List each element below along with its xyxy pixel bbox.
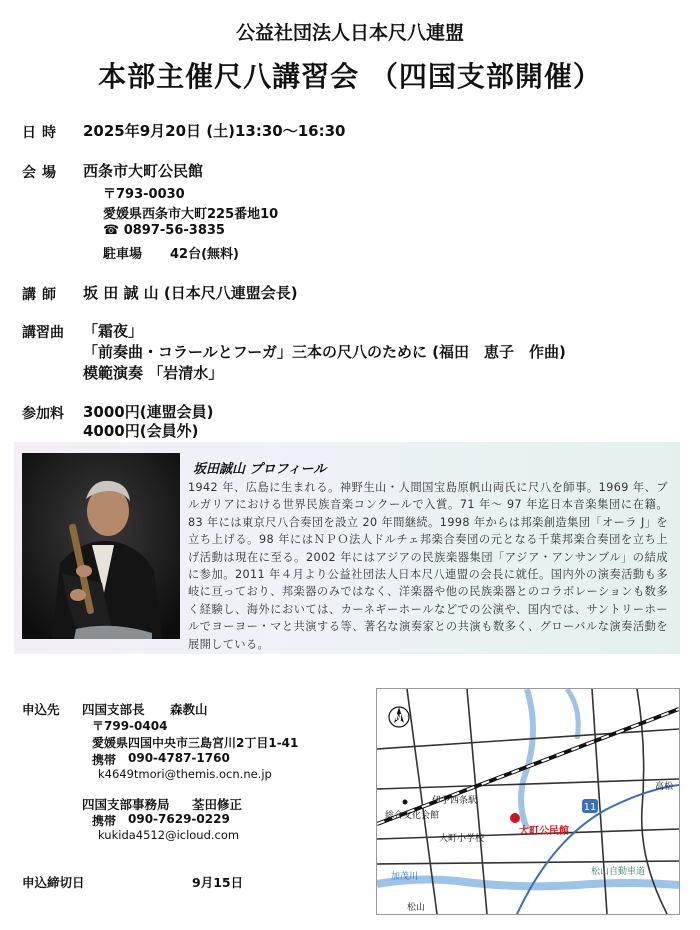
lecturer-photo	[22, 453, 180, 639]
contact1-role: 四国支部長	[82, 702, 145, 717]
map-river-label: 加茂川	[391, 872, 419, 882]
fee-member: 3000円(連盟会員)	[83, 403, 214, 421]
contact2-role: 四国支部事務局	[82, 797, 170, 812]
lecturer-value: 坂 田 誠 山 (日本尺八連盟会長)	[83, 284, 298, 302]
cultural-hall-marker	[403, 800, 408, 805]
map-venue-label: 大町公民館	[519, 826, 569, 837]
map-matsuyama-label: 松山	[407, 903, 426, 913]
profile-panel	[14, 442, 680, 654]
venue-name: 西条市大町公民館	[83, 162, 204, 180]
page-title: 本部主催尺八講習会 （四国支部開催）	[98, 60, 602, 93]
route-number: 11	[583, 802, 597, 813]
profile-title: 坂田誠山 プロフィール	[193, 462, 327, 477]
map-station-label: 伊予西条駅	[432, 796, 478, 806]
contact1-address: 愛媛県四国中央市三島宮川2丁目1-41	[92, 736, 299, 750]
contact1-name: 森教山	[170, 702, 208, 717]
lecturer-label: 講師	[22, 287, 62, 303]
venue-parking-value: 42台(無料)	[170, 247, 239, 262]
datetime-label: 日時	[22, 125, 62, 141]
venue-address: 愛媛県西条市大町225番地10	[103, 207, 279, 222]
map-school-label: 大町小学校	[439, 834, 485, 844]
contact1-mobile: 090-4787-1760	[128, 751, 230, 765]
contact1-postal: 〒799-0404	[92, 719, 168, 733]
contact2-mobile: 090-7629-0229	[128, 812, 230, 826]
pieces-label: 講習曲	[22, 325, 64, 341]
map-cultural-hall-label: 総合文化会館	[385, 811, 440, 821]
deadline-label: 申込締切日	[22, 875, 85, 890]
venue-parking-label: 駐車場	[103, 247, 143, 262]
fee-label: 参加料	[22, 406, 64, 422]
profile-body: 1942 年、広島に生まれる。神野生山・人間国宝島原帆山両氏に尺八を師事。1969 年、ブルガリアにおける世界民族音楽コンクールで入賞。71 年〜 97 年迄日本音楽集団に在籍。83 年には東京尺八合奏団を設立 20 年間継続。1998 年からは邦楽創造集団「オーラ J」を立ち上げる。98 年にはＮＰＯ法人ドルチェ邦楽合奏団の元となる千葉邦楽合奏団を立ち上げ活動は現在に至る。2002 年にはアジアの民族楽器集団「アジア・アンサンブル」の結成に参加。2011 年４月より公益社団法人日本尺八連盟の会長に就任。国内外の演奏活動も多岐に亘っており、邦楽器のみではなく、洋楽器や他の民族楽器とのコラボレーションも数多く経験し、海外においては、カーネギーホールなどでの公演や、国内では、サントリーホールでヨーヨー・マと共演する等、著名な演奏家との共演も数多く、グローバルな演奏活動を展開している。	[188, 481, 668, 651]
contact2-name: 荃田修正	[192, 797, 243, 812]
contact1-mobile-label: 携帯	[92, 753, 117, 767]
contact2-email[interactable]: kukida4512@icloud.com	[98, 828, 240, 842]
organization-name: 公益社団法人日本尺八連盟	[235, 22, 464, 44]
contact2-mobile-label: 携帯	[92, 814, 117, 828]
piece-item: 模範演奏 「岩清水」	[83, 364, 224, 382]
map-expressway-label: 松山自動車道	[591, 867, 646, 877]
application-label: 申込先	[22, 702, 60, 717]
contact1-email[interactable]: k4649tmori@themis.ocn.ne.jp	[98, 767, 272, 781]
deadline-value: 9月15日	[192, 875, 244, 890]
map-takamatsu-label: 高松	[655, 782, 674, 792]
piece-item: 「前奏曲・コラールとフーガ」三本の尺八のために (福田 恵子 作曲)	[83, 343, 566, 361]
north-label: N	[395, 713, 402, 722]
venue-phone: ☎ 0897-56-3835	[103, 223, 225, 238]
venue-marker	[510, 813, 520, 823]
venue-postal: 〒793-0030	[103, 187, 185, 202]
fee-nonmember: 4000円(会員外)	[83, 422, 199, 440]
datetime-value: 2025年9月20日 (土)13:30〜16:30	[83, 122, 346, 140]
venue-map	[376, 688, 680, 915]
piece-item: 「霜夜」	[83, 322, 144, 340]
venue-label: 会場	[22, 165, 62, 181]
